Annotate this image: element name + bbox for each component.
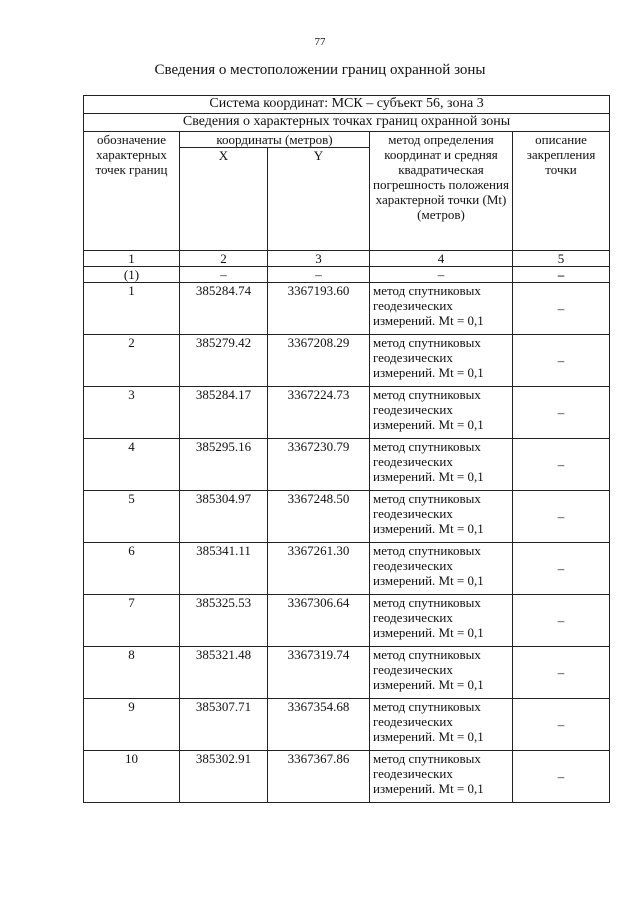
point-cell: 6 bbox=[84, 543, 180, 595]
y-coordinate-cell: 3367248.50 bbox=[268, 491, 370, 543]
x-coordinate-cell: 385325.53 bbox=[180, 595, 268, 647]
description-cell: – bbox=[513, 283, 610, 335]
x-coordinate-cell: 385304.97 bbox=[180, 491, 268, 543]
point-cell: 3 bbox=[84, 387, 180, 439]
placeholder-cell: – bbox=[370, 267, 513, 283]
y-coordinate-cell: 3367261.30 bbox=[268, 543, 370, 595]
point-cell: 5 bbox=[84, 491, 180, 543]
point-cell: 4 bbox=[84, 439, 180, 491]
table-row bbox=[84, 543, 610, 595]
method-cell: метод спутниковых геодезических измерений. Mt = 0,1 bbox=[370, 491, 513, 543]
y-coordinate-cell: 3367230.79 bbox=[268, 439, 370, 491]
x-coordinate-cell: 385321.48 bbox=[180, 647, 268, 699]
y-coordinate-cell: 3367306.64 bbox=[268, 595, 370, 647]
points-info-cell: Сведения о характерных точках границ охранной зоны bbox=[84, 114, 610, 132]
boundary-points-table bbox=[83, 95, 610, 803]
col-number: 4 bbox=[370, 251, 513, 267]
table-row bbox=[84, 699, 610, 751]
table-row bbox=[84, 595, 610, 647]
coordinate-system-cell: Система координат: МСК – субъект 56, зона 3 bbox=[84, 96, 610, 114]
placeholder-row bbox=[84, 267, 610, 283]
method-cell: метод спутниковых геодезических измерений. Mt = 0,1 bbox=[370, 751, 513, 803]
table-row bbox=[84, 335, 610, 387]
y-coordinate-cell: 3367208.29 bbox=[268, 335, 370, 387]
x-coordinate-cell: 385284.17 bbox=[180, 387, 268, 439]
table-row bbox=[84, 647, 610, 699]
point-cell: 9 bbox=[84, 699, 180, 751]
y-coordinate-cell: 3367367.86 bbox=[268, 751, 370, 803]
col-number: 2 bbox=[180, 251, 268, 267]
point-cell: 10 bbox=[84, 751, 180, 803]
col-number: 1 bbox=[84, 251, 180, 267]
table-row bbox=[84, 439, 610, 491]
header-y: Y bbox=[268, 148, 370, 251]
description-cell: – bbox=[513, 543, 610, 595]
y-coordinate-cell: 3367354.68 bbox=[268, 699, 370, 751]
method-cell: метод спутниковых геодезических измерений. Mt = 0,1 bbox=[370, 699, 513, 751]
description-cell: – bbox=[513, 491, 610, 543]
y-coordinate-cell: 3367319.74 bbox=[268, 647, 370, 699]
placeholder-cell: – bbox=[268, 267, 370, 283]
description-cell: – bbox=[513, 647, 610, 699]
x-coordinate-cell: 385295.16 bbox=[180, 439, 268, 491]
col-number: 5 bbox=[513, 251, 610, 267]
header-designation: обозначение характерных точек границ bbox=[84, 132, 180, 251]
point-cell: 2 bbox=[84, 335, 180, 387]
description-cell: – bbox=[513, 595, 610, 647]
point-cell: 8 bbox=[84, 647, 180, 699]
header-x: X bbox=[180, 148, 268, 251]
method-cell: метод спутниковых геодезических измерений. Mt = 0,1 bbox=[370, 335, 513, 387]
method-cell: метод спутниковых геодезических измерений. Mt = 0,1 bbox=[370, 595, 513, 647]
points-info-row bbox=[84, 114, 610, 132]
table-row bbox=[84, 387, 610, 439]
point-cell: 1 bbox=[84, 283, 180, 335]
description-cell: – bbox=[513, 699, 610, 751]
x-coordinate-cell: 385279.42 bbox=[180, 335, 268, 387]
y-coordinate-cell: 3367193.60 bbox=[268, 283, 370, 335]
x-coordinate-cell: 385307.71 bbox=[180, 699, 268, 751]
method-cell: метод спутниковых геодезических измерений. Mt = 0,1 bbox=[370, 387, 513, 439]
point-cell: 7 bbox=[84, 595, 180, 647]
x-coordinate-cell: 385341.11 bbox=[180, 543, 268, 595]
table-row bbox=[84, 751, 610, 803]
document-title: Сведения о местоположении границ охранной зоны bbox=[154, 62, 486, 78]
placeholder-cell: – bbox=[180, 267, 268, 283]
col-number: 3 bbox=[268, 251, 370, 267]
header-description: описание закрепления точки bbox=[513, 132, 610, 251]
header-method: метод определения координат и средняя квадратическая погрешность положения характерной точки (Mt) (метров) bbox=[370, 132, 513, 251]
description-cell: – bbox=[513, 387, 610, 439]
header-coords: координаты (метров) bbox=[180, 132, 370, 148]
y-coordinate-cell: 3367224.73 bbox=[268, 387, 370, 439]
description-cell: – bbox=[513, 751, 610, 803]
table-row bbox=[84, 491, 610, 543]
x-coordinate-cell: 385284.74 bbox=[180, 283, 268, 335]
method-cell: метод спутниковых геодезических измерений. Mt = 0,1 bbox=[370, 439, 513, 491]
placeholder-cell: (1) bbox=[84, 267, 180, 283]
method-cell: метод спутниковых геодезических измерений. Mt = 0,1 bbox=[370, 543, 513, 595]
coordinate-system-row bbox=[84, 96, 610, 114]
page-number: 77 bbox=[314, 36, 326, 48]
placeholder-cell: – bbox=[513, 267, 610, 283]
description-cell: – bbox=[513, 439, 610, 491]
x-coordinate-cell: 385302.91 bbox=[180, 751, 268, 803]
description-cell: – bbox=[513, 335, 610, 387]
header-row-1 bbox=[84, 132, 610, 148]
table-row bbox=[84, 283, 610, 335]
method-cell: метод спутниковых геодезических измерений. Mt = 0,1 bbox=[370, 283, 513, 335]
method-cell: метод спутниковых геодезических измерений. Mt = 0,1 bbox=[370, 647, 513, 699]
column-numbers-row bbox=[84, 251, 610, 267]
